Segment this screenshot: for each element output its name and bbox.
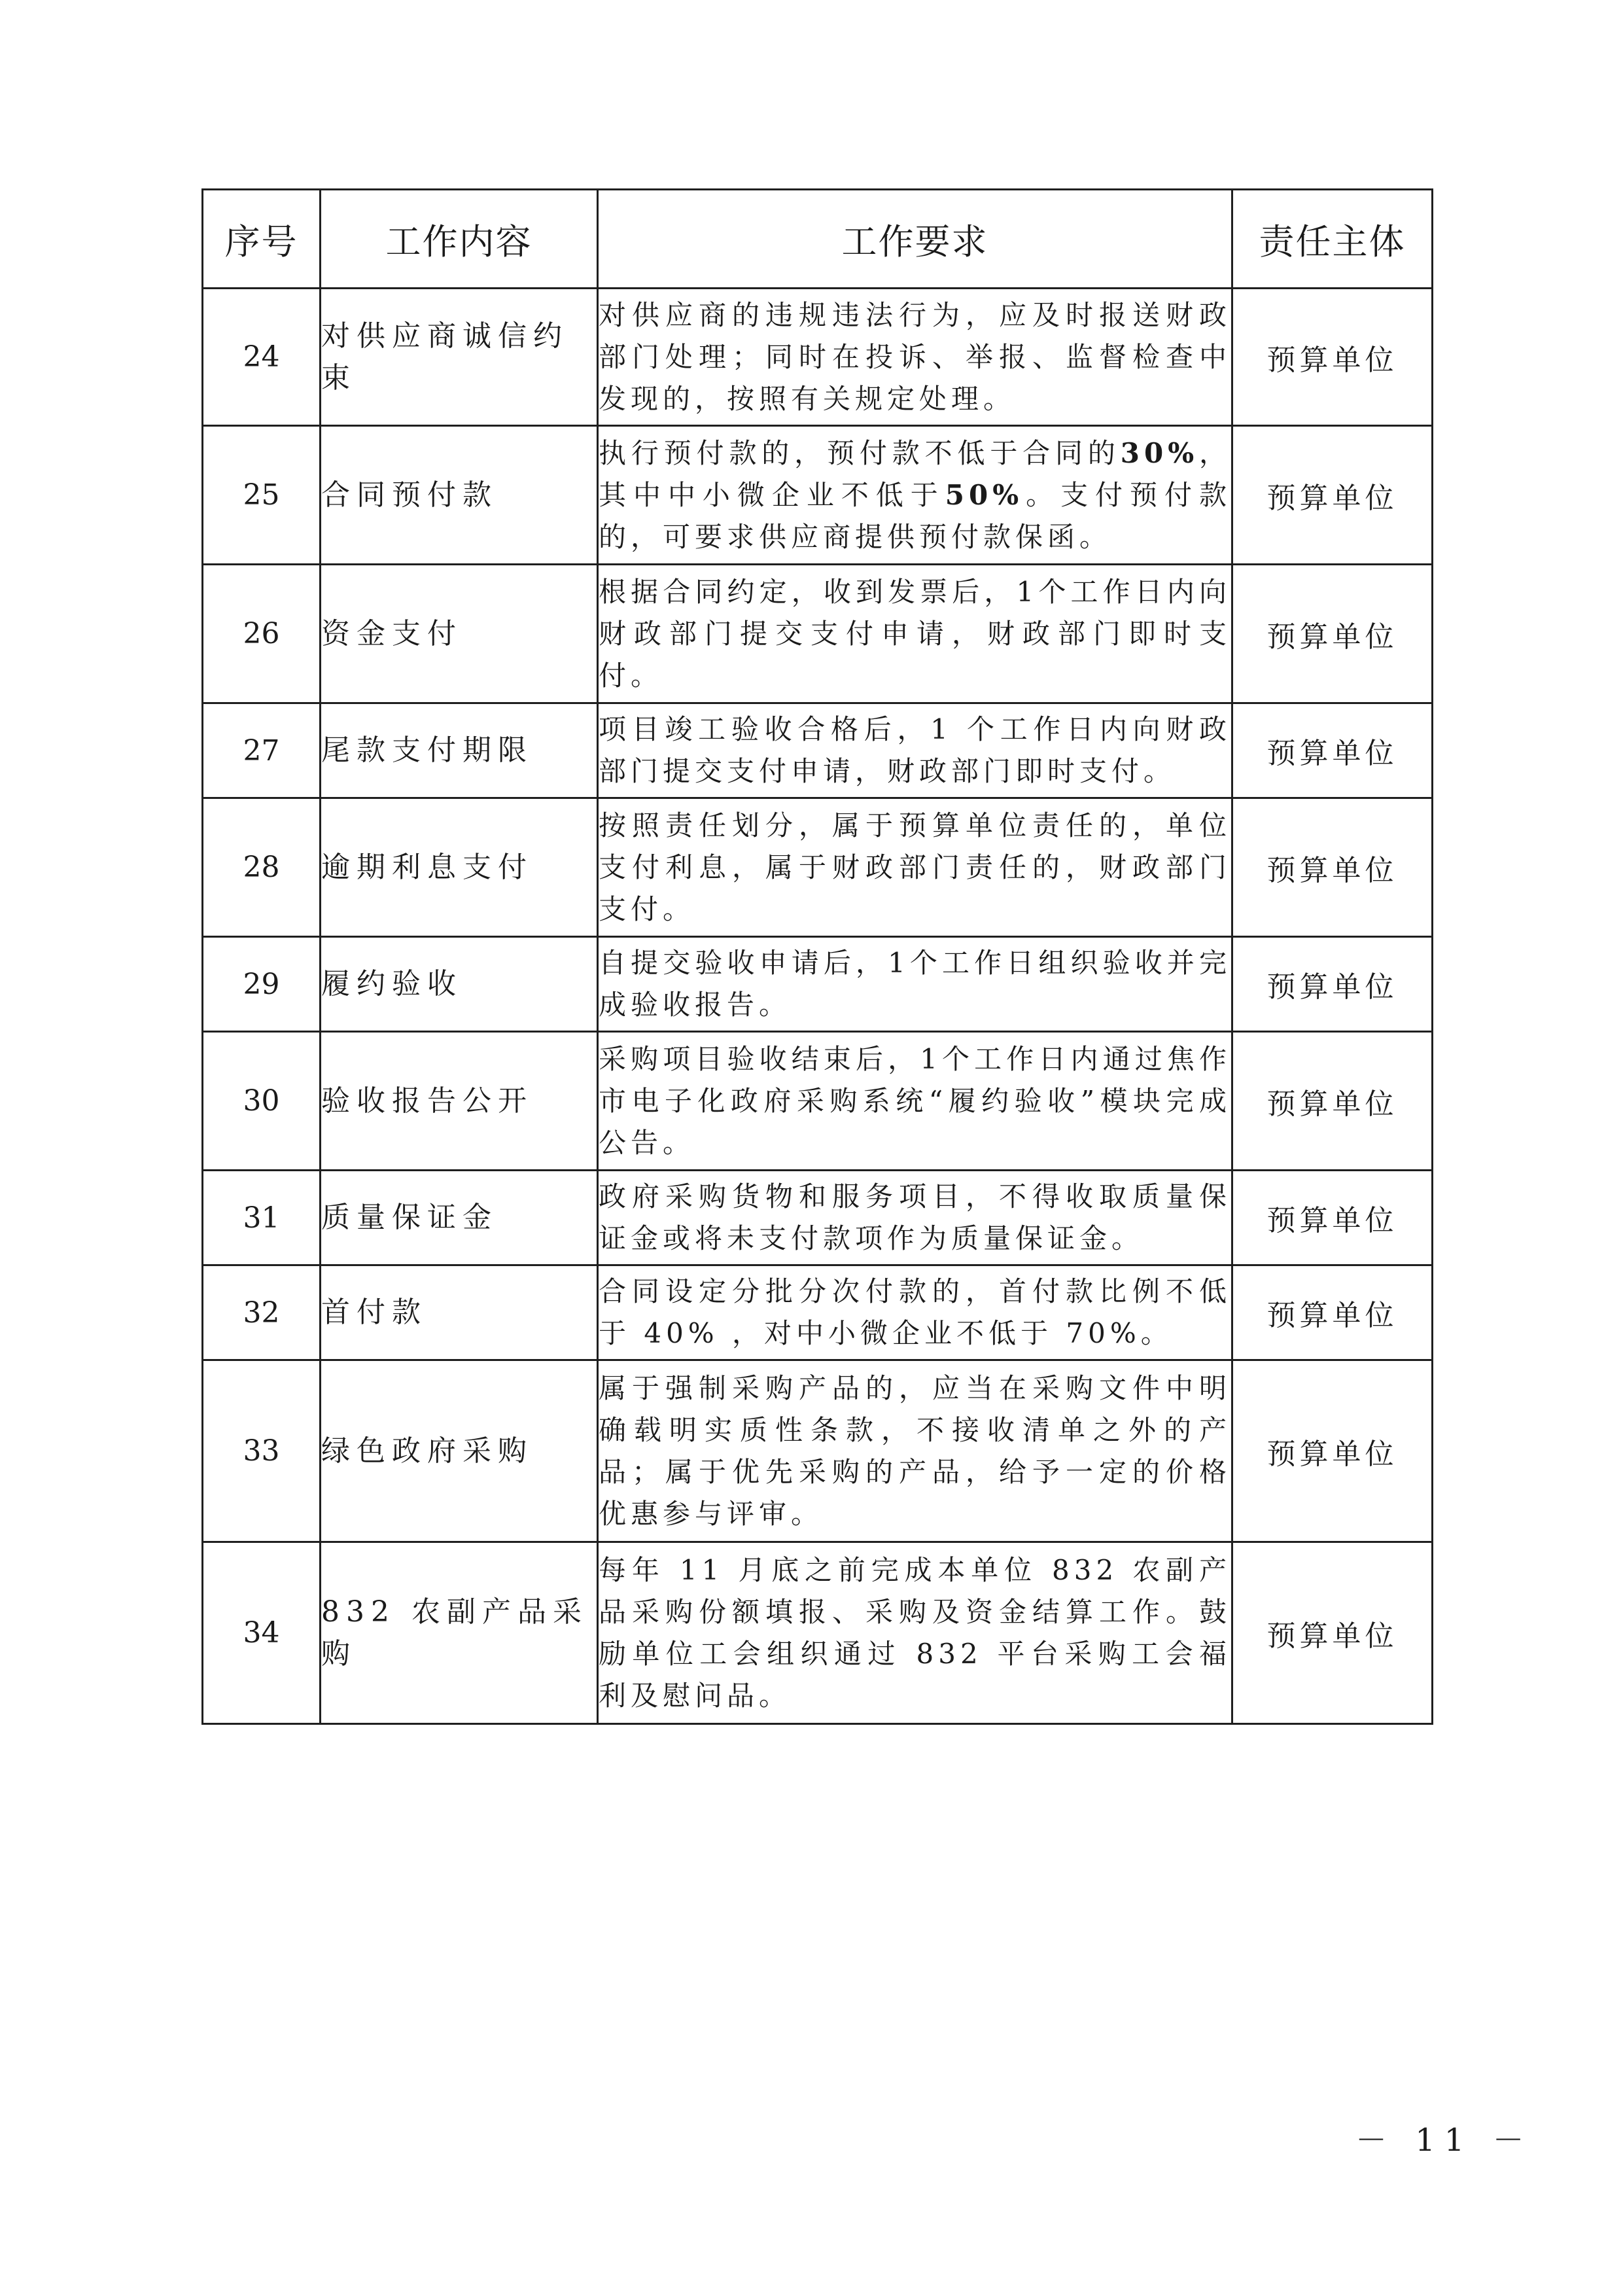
row-work-content: 合同预付款 (321, 426, 598, 565)
requirement-text: 。支付预付款的，可要求供应商提供预付款保函。 (599, 478, 1231, 553)
requirement-text: 对供应商的违规违法行为，应及时报送财政部门处理；同时在投诉、举报、监督检查中发现的，按照有关规定处理。 (599, 298, 1231, 415)
table-row (203, 703, 1433, 798)
requirement-text: 属于强制采购产品的，应当在采购文件中明确载明实质性条款，不接收清单之外的产品；属于优先采购的产品，给予一定的价格优惠参与评审。 (599, 1371, 1231, 1530)
requirement-text: 合同设定分批分次付款的，首付款比例不低于 40% ，对中小微企业不低于 70%。 (599, 1275, 1231, 1349)
row-work-requirement (598, 1171, 1232, 1265)
row-work-content: 验收报告公开 (321, 1032, 598, 1171)
header-seq: 序号 (203, 190, 321, 289)
row-responsible-party: 预算单位 (1232, 289, 1433, 426)
work-requirements-table (201, 188, 1433, 1725)
requirement-text: 根据合同约定，收到发票后，1个工作日内向财政部门提交支付申请，财政部门即时支付。 (599, 575, 1231, 692)
row-responsible-party: 预算单位 (1232, 1171, 1433, 1265)
row-responsible-party: 预算单位 (1232, 1542, 1433, 1724)
table-row (203, 565, 1433, 703)
table-row (203, 1542, 1433, 1724)
row-work-content: 逾期利息支付 (321, 798, 598, 937)
row-work-content: 履约验收 (321, 937, 598, 1032)
row-work-requirement (598, 1360, 1232, 1542)
requirement-text: 自提交验收申请后，1个工作日组织验收并完成验收报告。 (599, 947, 1231, 1021)
row-work-content: 首付款 (321, 1265, 598, 1360)
table-body (203, 289, 1433, 1724)
requirement-text: 执行预付款的，预付款不低于合同的 (599, 436, 1121, 469)
requirement-text: 政府采购货物和服务项目，不得收取质量保证金或将未支付款项作为质量保证金。 (599, 1180, 1231, 1254)
row-number: 25 (203, 426, 321, 565)
header-owner: 责任主体 (1232, 190, 1433, 289)
header-requirement: 工作要求 (598, 190, 1232, 289)
table-row (203, 1171, 1433, 1265)
row-work-content: 资金支付 (321, 565, 598, 703)
row-work-requirement (598, 703, 1232, 798)
row-responsible-party: 预算单位 (1232, 1360, 1433, 1542)
requirement-text: ，其中中小微企业不低于 (599, 436, 1231, 511)
row-work-content: 对供应商诚信约束 (321, 289, 598, 426)
row-number: 24 (203, 289, 321, 426)
requirement-text: 30% (1120, 436, 1199, 469)
row-number: 26 (203, 565, 321, 703)
row-number: 28 (203, 798, 321, 937)
row-number: 34 (203, 1542, 321, 1724)
row-work-requirement (598, 937, 1232, 1032)
row-work-requirement (598, 565, 1232, 703)
table-row (203, 937, 1433, 1032)
row-number: 33 (203, 1360, 321, 1542)
requirement-text: 项目竣工验收合格后，1 个工作日内向财政部门提交支付申请，财政部门即时支付。 (599, 713, 1231, 787)
row-responsible-party: 预算单位 (1232, 426, 1433, 565)
row-work-content: 质量保证金 (321, 1171, 598, 1265)
requirement-text: 按照责任划分，属于预算单位责任的，单位支付利息，属于财政部门责任的，财政部门支付。 (599, 809, 1231, 925)
row-work-requirement (598, 1265, 1232, 1360)
header-content: 工作内容 (321, 190, 598, 289)
row-responsible-party: 预算单位 (1232, 703, 1433, 798)
table-row (203, 1360, 1433, 1542)
row-work-requirement (598, 1542, 1232, 1724)
row-responsible-party: 预算单位 (1232, 937, 1433, 1032)
row-work-requirement (598, 426, 1232, 565)
table-row (203, 1265, 1433, 1360)
row-work-requirement (598, 1032, 1232, 1171)
row-responsible-party: 预算单位 (1232, 565, 1433, 703)
row-work-requirement (598, 289, 1232, 426)
row-number: 30 (203, 1032, 321, 1171)
table-row (203, 426, 1433, 565)
table-row (203, 1032, 1433, 1171)
row-responsible-party: 预算单位 (1232, 798, 1433, 937)
table-row (203, 289, 1433, 426)
requirement-text: 50% (945, 478, 1024, 511)
requirement-text: 采购项目验收结束后，1个工作日内通过焦作市电子化政府采购系统“履约验收”模块完成公告。 (599, 1042, 1231, 1159)
row-work-requirement (598, 798, 1232, 937)
row-work-content: 832 农副产品采购 (321, 1542, 598, 1724)
row-number: 27 (203, 703, 321, 798)
table-header (203, 190, 1433, 289)
page-number: － 11 － (1355, 2122, 1533, 2159)
row-responsible-party: 预算单位 (1232, 1265, 1433, 1360)
requirement-text: 每年 11 月底之前完成本单位 832 农副产品采购份额填报、采购及资金结算工作。鼓励单位工会组织通过 832 平台采购工会福利及慰问品。 (599, 1553, 1231, 1712)
table-row (203, 798, 1433, 937)
row-work-content: 绿色政府采购 (321, 1360, 598, 1542)
row-number: 32 (203, 1265, 321, 1360)
row-responsible-party: 预算单位 (1232, 1032, 1433, 1171)
row-number: 29 (203, 937, 321, 1032)
row-number: 31 (203, 1171, 321, 1265)
row-work-content: 尾款支付期限 (321, 703, 598, 798)
